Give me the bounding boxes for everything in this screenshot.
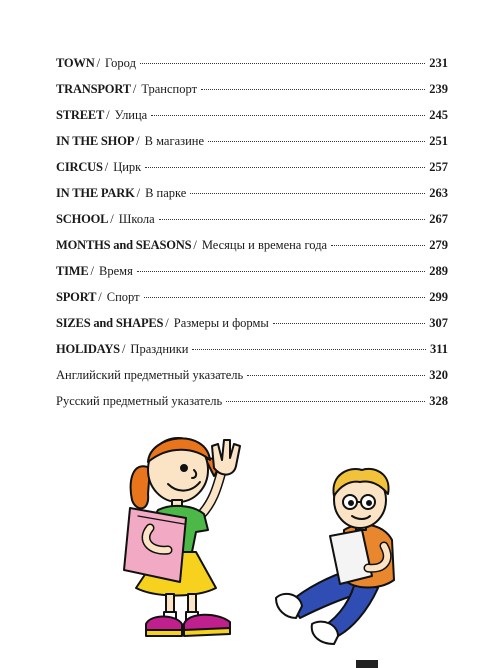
toc-leader-dots	[137, 271, 425, 272]
toc-leader-dots	[190, 193, 425, 194]
toc-page-number: 257	[429, 160, 448, 174]
toc-separator: /	[193, 238, 197, 252]
toc-row	[56, 186, 448, 212]
toc-separator: /	[90, 264, 95, 278]
toc-page-number: 263	[429, 186, 448, 200]
toc-row	[56, 56, 448, 82]
toc-title-en: SPORT	[56, 290, 97, 304]
toc-page-number: 307	[429, 316, 448, 330]
toc-page-number: 289	[429, 264, 448, 278]
toc-row	[56, 368, 448, 394]
toc-leader-dots	[159, 219, 426, 220]
toc-title-en: SIZES and SHAPES	[56, 316, 164, 330]
toc-title-en: HOLIDAYS	[56, 342, 120, 356]
toc-title-ru: Праздники	[130, 342, 189, 356]
toc-page-number: 299	[429, 290, 448, 304]
toc-page-number: 279	[429, 238, 448, 252]
toc-leader-dots	[201, 89, 425, 90]
toc-leader-dots	[273, 323, 425, 324]
page-edge-mark	[356, 660, 378, 668]
toc-title-en: TIME	[56, 264, 89, 278]
toc-row	[56, 108, 448, 134]
toc-title-en: IN THE PARK	[56, 186, 135, 200]
toc-title-ru: Время	[99, 264, 133, 278]
toc-row	[56, 160, 448, 186]
toc-title-en: TRANSPORT	[56, 82, 131, 96]
toc-page-number: 245	[429, 108, 448, 122]
toc-title-ru: Английский предметный указатель	[56, 368, 244, 382]
toc-leader-dots	[247, 375, 425, 376]
toc-title-ru: Месяцы и времена года	[201, 238, 328, 252]
toc-title-en: MONTHS and SEASONS	[56, 238, 192, 252]
toc-row	[56, 238, 448, 264]
illustration-area	[0, 420, 503, 668]
toc-row	[56, 264, 448, 290]
toc-leader-dots	[208, 141, 425, 142]
toc-leader-dots	[145, 167, 425, 168]
toc-row	[56, 394, 448, 420]
toc-leader-dots	[144, 297, 426, 298]
toc-page-number: 251	[429, 134, 448, 148]
toc-leader-dots	[331, 245, 425, 246]
toc-title-ru: Транспорт	[141, 82, 198, 96]
toc-title-en: CIRCUS	[56, 160, 103, 174]
toc-title-ru: В магазине	[144, 134, 205, 148]
toc-title-ru: Цирк	[113, 160, 142, 174]
toc-row	[56, 212, 448, 238]
toc-title-ru: Русский предметный указатель	[56, 394, 223, 408]
toc-separator: /	[96, 56, 101, 70]
toc-separator: /	[136, 186, 141, 200]
toc-title-ru: Улица	[114, 108, 148, 122]
toc-separator: /	[165, 316, 169, 330]
toc-leader-dots	[140, 63, 425, 64]
toc-separator: /	[110, 212, 114, 226]
toc-title-ru: Размеры и формы	[173, 316, 269, 330]
toc-leader-dots	[151, 115, 425, 116]
toc-separator: /	[132, 82, 137, 96]
toc-page-number: 231	[429, 56, 448, 70]
toc-leader-dots	[192, 349, 425, 350]
toc-title-en: SCHOOL	[56, 212, 109, 226]
toc-separator: /	[136, 134, 140, 148]
toc-separator: /	[104, 160, 109, 174]
toc-page-number: 311	[429, 342, 448, 356]
toc-separator: /	[121, 342, 126, 356]
toc-page-number: 328	[429, 394, 448, 408]
toc-row	[56, 316, 448, 342]
toc-separator: /	[106, 108, 110, 122]
toc-row	[56, 290, 448, 316]
table-of-contents	[56, 56, 448, 420]
toc-title-en: TOWN	[56, 56, 95, 70]
toc-page-number: 267	[429, 212, 448, 226]
toc-separator: /	[98, 290, 102, 304]
toc-title-ru: Город	[105, 56, 136, 70]
toc-row	[56, 82, 448, 108]
toc-page-number: 239	[429, 82, 448, 96]
sitting-boy-reading-icon	[276, 469, 394, 644]
toc-page-number: 320	[429, 368, 448, 382]
toc-title-en: STREET	[56, 108, 105, 122]
toc-row	[56, 134, 448, 160]
toc-leader-dots	[226, 401, 425, 402]
toc-title-ru: Спорт	[106, 290, 140, 304]
toc-title-ru: В парке	[145, 186, 187, 200]
toc-title-en: IN THE SHOP	[56, 134, 135, 148]
waving-girl-with-book-icon	[124, 438, 240, 636]
toc-row	[56, 342, 448, 368]
toc-title-ru: Школа	[118, 212, 155, 226]
